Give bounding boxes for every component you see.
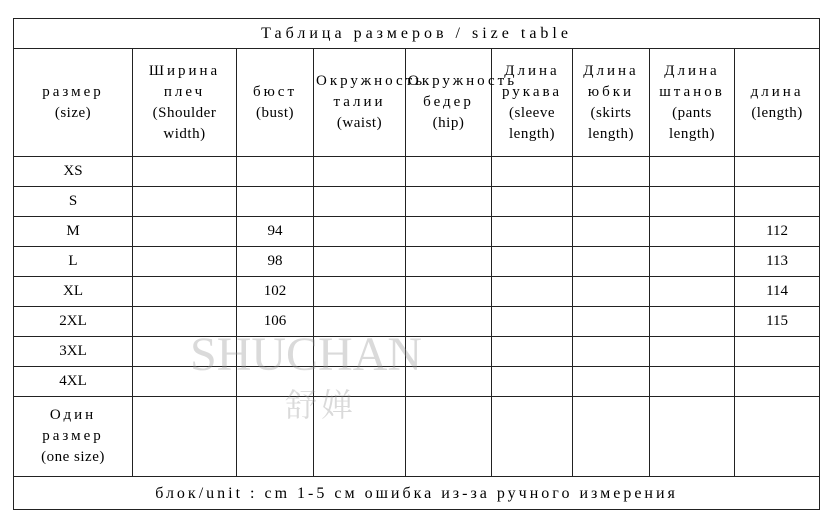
header-label-ru: длина	[750, 83, 804, 100]
measurement-cell	[735, 187, 820, 217]
header-waist	[314, 49, 426, 157]
measurement-cell	[573, 247, 650, 277]
measurement-cell	[492, 367, 573, 397]
measurement-cell	[492, 337, 573, 367]
measurement-cell	[133, 157, 237, 187]
size-label-cell	[14, 397, 133, 477]
measurement-cell: 106	[237, 307, 314, 337]
header-label-en: (pants length)	[669, 104, 715, 142]
measurement-cell	[406, 337, 492, 367]
measurement-cell	[314, 187, 406, 217]
measurement-cell	[492, 397, 573, 477]
measurement-cell	[650, 307, 735, 337]
measurement-cell	[492, 307, 573, 337]
header-shoulder-width	[133, 49, 237, 157]
table-title: Таблица размеров / size table	[14, 19, 820, 49]
header-hip	[406, 49, 518, 157]
header-size	[14, 49, 133, 157]
size-label-cell: 2XL	[14, 307, 133, 337]
measurement-cell	[492, 217, 573, 247]
watermark-logo: 舒婵	[285, 386, 358, 424]
measurement-cell	[735, 337, 820, 367]
measurement-cell	[237, 397, 314, 477]
table-row	[14, 277, 820, 307]
measurement-cell	[573, 187, 650, 217]
measurement-cell	[735, 157, 820, 187]
measurement-cell	[133, 247, 237, 277]
measurement-cell	[573, 367, 650, 397]
measurement-cell	[314, 217, 406, 247]
measurement-cell	[650, 397, 735, 477]
measurement-cell	[406, 307, 492, 337]
measurement-cell	[314, 157, 406, 187]
measurement-cell	[573, 337, 650, 367]
table-row	[14, 247, 820, 277]
table-row	[14, 217, 820, 247]
header-label-en: (skirts length)	[588, 104, 634, 142]
measurement-cell	[314, 247, 406, 277]
header-label-ru: Окружность бедер	[408, 73, 518, 110]
header-label-en: (waist)	[336, 115, 383, 131]
measurement-cell	[406, 247, 492, 277]
header-label-ru: бюст	[252, 83, 298, 100]
measurement-cell: 98	[237, 247, 314, 277]
measurement-cell	[650, 277, 735, 307]
table-row-one-size	[14, 397, 820, 477]
measurement-cell	[314, 277, 406, 307]
header-label-en: (hip)	[432, 115, 465, 131]
measurement-cell	[314, 367, 406, 397]
header-skirts-length	[573, 49, 650, 157]
measurement-cell	[406, 217, 492, 247]
measurement-cell	[650, 217, 735, 247]
table-row	[14, 337, 820, 367]
header-sleeve-length	[492, 49, 573, 157]
measurement-cell	[492, 157, 573, 187]
measurement-cell	[650, 187, 735, 217]
size-label-cell: XS	[14, 157, 133, 187]
measurement-cell	[573, 307, 650, 337]
measurement-cell: 113	[735, 247, 820, 277]
measurement-cell	[492, 277, 573, 307]
size-label-cell: S	[14, 187, 133, 217]
size-label-cell: 4XL	[14, 367, 133, 397]
measurement-cell	[650, 247, 735, 277]
header-label-en: (size)	[54, 104, 92, 121]
size-table	[13, 18, 820, 510]
measurement-cell	[406, 187, 492, 217]
header-label-ru: Окружность талии	[316, 73, 426, 110]
one-size-label-en: (one size)	[41, 449, 105, 465]
measurement-cell	[650, 337, 735, 367]
measurement-cell	[406, 277, 492, 307]
measurement-cell: 112	[735, 217, 820, 247]
measurement-cell	[314, 397, 406, 477]
measurement-cell	[573, 397, 650, 477]
measurement-cell	[735, 397, 820, 477]
measurement-cell	[237, 187, 314, 217]
measurement-cell	[406, 157, 492, 187]
measurement-cell	[237, 157, 314, 187]
size-label-cell: XL	[14, 277, 133, 307]
watermark-text: SHUCHAN	[190, 328, 423, 381]
measurement-cell	[314, 307, 406, 337]
measurement-cell	[133, 367, 237, 397]
size-label-cell: L	[14, 247, 133, 277]
measurement-cell	[406, 397, 492, 477]
header-label-ru: Длина штанов	[659, 62, 725, 100]
measurement-cell	[735, 367, 820, 397]
size-label-cell: M	[14, 217, 133, 247]
measurement-cell	[133, 307, 237, 337]
one-size-label-ru: Один размер	[42, 407, 104, 444]
measurement-cell	[133, 217, 237, 247]
measurement-cell	[492, 187, 573, 217]
measurement-cell	[492, 247, 573, 277]
table-row	[14, 187, 820, 217]
header-label-en: (Shoulder width)	[152, 104, 217, 142]
measurement-cell: 94	[237, 217, 314, 247]
header-length	[735, 49, 820, 157]
measurement-cell	[573, 157, 650, 187]
header-pants-length	[650, 49, 735, 157]
table-footer-note: блок/unit : cm 1-5 см ошибка из-за ручного измерения	[14, 477, 820, 510]
measurement-cell	[406, 367, 492, 397]
measurement-cell	[133, 187, 237, 217]
header-label-en: (length)	[751, 104, 803, 121]
measurement-cell	[650, 157, 735, 187]
table-row	[14, 307, 820, 337]
measurement-cell	[133, 397, 237, 477]
measurement-cell: 114	[735, 277, 820, 307]
measurement-cell	[133, 277, 237, 307]
header-label-ru: Длина юбки	[583, 62, 639, 100]
header-bust	[237, 49, 314, 157]
measurement-cell: 102	[237, 277, 314, 307]
measurement-cell	[573, 277, 650, 307]
measurement-cell	[573, 217, 650, 247]
measurement-cell	[237, 367, 314, 397]
measurement-cell: 115	[735, 307, 820, 337]
measurement-cell	[314, 337, 406, 367]
header-label-ru: Длина рукава	[501, 62, 563, 100]
header-label-en: (bust)	[256, 104, 294, 121]
table-row	[14, 367, 820, 397]
header-label-ru: Ширина плеч	[148, 62, 221, 100]
measurement-cell	[133, 337, 237, 367]
measurement-cell	[650, 367, 735, 397]
measurement-cell	[237, 337, 314, 367]
header-label-en: (sleeve length)	[509, 104, 555, 142]
table-row	[14, 157, 820, 187]
header-label-ru: размер	[42, 83, 104, 100]
size-label-cell: 3XL	[14, 337, 133, 367]
